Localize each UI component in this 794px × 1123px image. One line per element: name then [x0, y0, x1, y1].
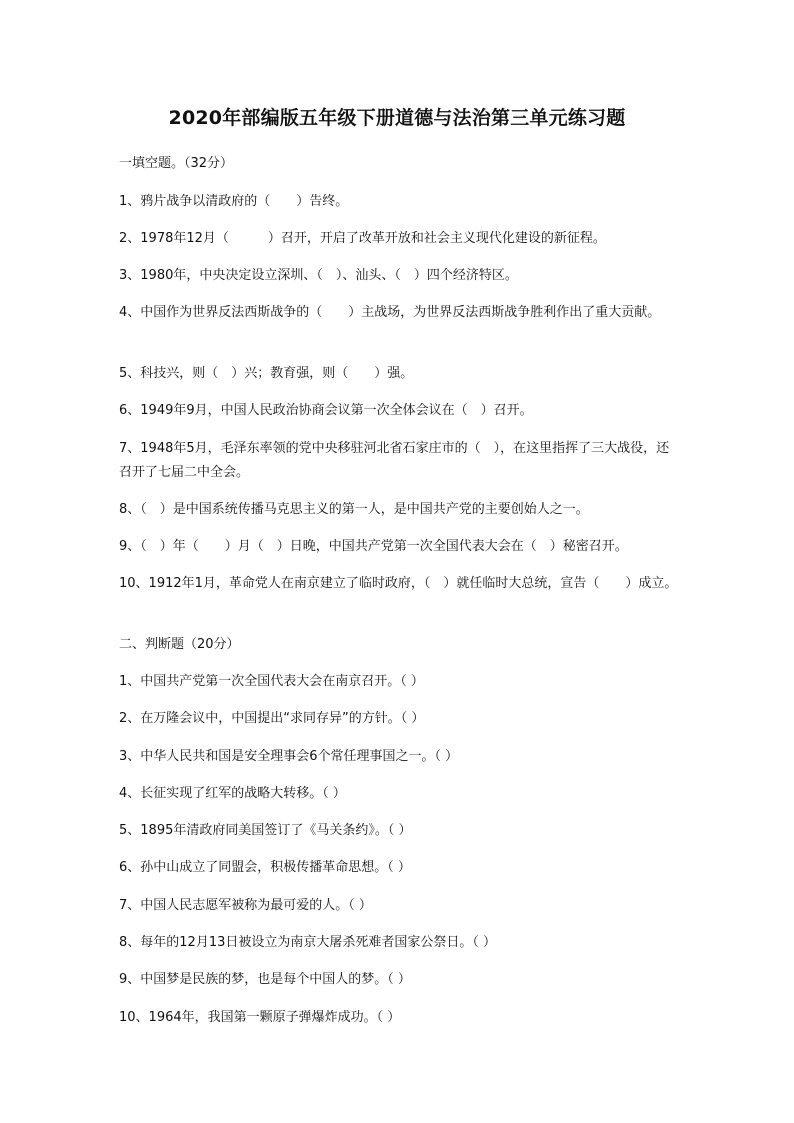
section-heading-fill-in: 一填空题。（32分）	[119, 156, 234, 171]
fill-in-item-9: 9、（ ）年（ ）月（ ）日晚，中国共产党第一次全国代表大会在（ ）秘密召开。	[119, 539, 628, 554]
true-false-item-4: 4、长征实现了红军的战略大转移。（ ）	[119, 786, 346, 801]
true-false-item-3: 3、中华人民共和国是安全理事会6个常任理事国之一。（ ）	[119, 749, 459, 764]
true-false-item-2: 2、在万隆会议中，中国提出“求同存异”的方针。（ ）	[119, 711, 425, 726]
fill-in-item-3: 3、1980年，中央决定设立深圳、（ ）、汕头、（ ）四个经济特区。	[119, 268, 518, 283]
true-false-item-8: 8、每年的12月13日被设立为南京大屠杀死难者国家公祭日。（ ）	[119, 935, 496, 950]
fill-in-item-8: 8、（ ）是中国系统传播马克思主义的第一人，是中国共产党的主要创始人之一。	[119, 502, 589, 517]
section-heading-true-false: 二、判断题（20分）	[119, 637, 240, 652]
true-false-item-5: 5、1895年清政府同美国签订了《马关条约》。（ ）	[119, 823, 412, 838]
true-false-item-1: 1、中国共产党第一次全国代表大会在南京召开。（ ）	[119, 674, 424, 689]
fill-in-item-6: 6、1949年9月，中国人民政治协商会议第一次全体会议在（ ）召开。	[119, 403, 533, 418]
page-title: 2020年部编版五年级下册道德与法治第三单元练习题	[168, 107, 626, 129]
true-false-item-7: 7、中国人民志愿军被称为最可爱的人。（ ）	[119, 898, 372, 913]
fill-in-item-5: 5、科技兴，则（ ）兴；教育强，则（ ）强。	[119, 366, 414, 381]
fill-in-item-1: 1、鸦片战争以清政府的（ ）告终。	[119, 194, 349, 209]
fill-in-item-2: 2、1978年12月（ ）召开，开启了改革开放和社会主义现代化建设的新征程。	[119, 231, 606, 246]
fill-in-item-7: 7、1948年5月，毛泽东率领的党中央移驻河北省石家庄市的（ ），在这里指挥了三大战役，还召开了七届二中全会。	[119, 441, 670, 480]
true-false-item-9: 9、中国梦是民族的梦，也是每个中国人的梦。（ ）	[119, 972, 411, 987]
true-false-item-6: 6、孙中山成立了同盟会，积极传播革命思想。（ ）	[119, 860, 411, 875]
true-false-item-10: 10、1964年，我国第一颗原子弹爆炸成功。（ ）	[119, 1010, 401, 1025]
fill-in-item-10: 10、1912年1月，革命党人在南京建立了临时政府，（ ）就任临时大总统，宣告（ ）成立。	[119, 576, 678, 591]
fill-in-item-4: 4、中国作为世界反法西斯战争的（ ）主战场，为世界反法西斯战争胜利作出了重大贡献。	[119, 305, 661, 320]
